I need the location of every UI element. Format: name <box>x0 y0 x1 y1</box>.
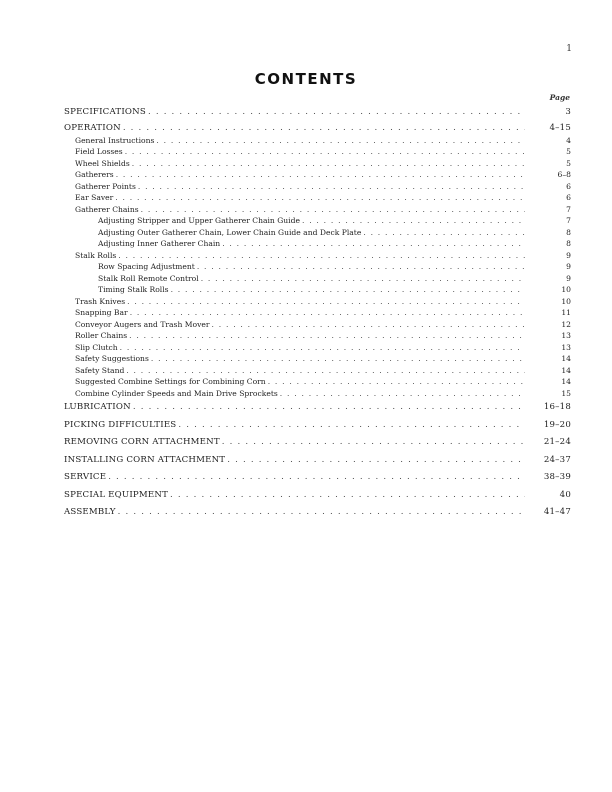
dot-leader <box>133 399 525 417</box>
toc-entry <box>64 261 571 273</box>
toc-entry-page: 11 <box>561 308 571 317</box>
dot-leader <box>141 204 525 216</box>
dot-leader <box>129 330 525 342</box>
toc-entry-page: 19–20 <box>543 419 571 430</box>
dot-leader <box>268 376 525 388</box>
toc-entry <box>64 296 571 308</box>
toc-entry-label: Field Losses <box>75 147 123 156</box>
toc-entry <box>64 452 571 470</box>
dot-leader <box>222 238 525 250</box>
toc-entry <box>64 504 571 522</box>
dot-leader <box>212 319 525 331</box>
toc-entry-page: 21–24 <box>543 437 571 447</box>
toc-entry <box>64 135 571 147</box>
dot-leader <box>127 296 525 308</box>
toc-entry <box>64 250 571 262</box>
toc-entry <box>64 158 571 170</box>
toc-entry-label: LUBRICATION <box>64 402 131 412</box>
toc-entry-page: 6 <box>566 181 571 191</box>
table-of-contents <box>64 104 571 522</box>
toc-entry <box>64 215 571 227</box>
dot-leader <box>130 307 525 319</box>
toc-entry <box>64 330 571 342</box>
toc-entry-page: 40 <box>559 489 571 500</box>
toc-entry-label: Adjusting Outer Gatherer Chain, Lower Chain Guide and Deck Plate <box>98 227 362 237</box>
toc-entry-label: Safety Stand <box>75 365 125 375</box>
toc-entry-label: Snapping Bar <box>75 308 128 317</box>
dot-leader <box>222 434 525 452</box>
toc-entry-page: 6–8 <box>557 170 571 179</box>
toc-entry-page: 9 <box>566 262 571 271</box>
toc-entry-page: 10 <box>561 285 571 294</box>
dot-leader <box>156 135 525 147</box>
page-number: 1 <box>566 44 572 54</box>
dot-leader <box>118 250 525 262</box>
toc-entry <box>64 342 571 354</box>
toc-entry <box>64 307 571 319</box>
toc-entry-label: PICKING DIFFICULTIES <box>64 419 177 430</box>
toc-entry <box>64 227 571 239</box>
dot-leader <box>126 365 525 377</box>
toc-entry-label: Combine Cylinder Speeds and Main Drive Sprockets <box>75 388 278 398</box>
toc-entry-page: 15 <box>561 388 571 398</box>
toc-entry-label: Stalk Rolls <box>75 250 117 260</box>
toc-entry-label: Gatherer Points <box>75 181 136 191</box>
toc-entry-page: 16–18 <box>543 402 571 412</box>
toc-entry-page: 8 <box>566 239 571 248</box>
toc-entry <box>64 192 571 204</box>
toc-entry-page: 12 <box>561 319 571 329</box>
toc-entry-label: Roller Chains <box>75 331 128 340</box>
toc-entry-label: Gatherer Chains <box>75 204 139 214</box>
toc-entry <box>64 365 571 377</box>
toc-entry <box>64 273 571 285</box>
toc-entry-page: 9 <box>566 250 571 260</box>
dot-leader <box>151 353 525 365</box>
toc-entry <box>64 169 571 181</box>
toc-entry-label: ASSEMBLY <box>64 507 116 517</box>
dot-leader <box>201 273 525 285</box>
toc-entry-label: Conveyor Augers and Trash Mover <box>75 319 210 329</box>
toc-entry-label: General Instructions <box>75 135 155 145</box>
toc-entry <box>64 146 571 158</box>
toc-entry-page: 38–39 <box>543 472 571 482</box>
toc-entry <box>64 104 571 122</box>
dot-leader <box>132 158 525 170</box>
toc-entry-label: INSTALLING CORN ATTACHMENT <box>64 454 226 465</box>
toc-entry-label: SERVICE <box>64 472 107 482</box>
toc-entry-label: Stalk Roll Remote Control <box>98 273 199 283</box>
toc-entry <box>64 399 571 417</box>
dot-leader <box>120 342 525 354</box>
toc-entry-page: 5 <box>566 147 571 156</box>
toc-entry <box>64 417 571 435</box>
toc-entry-label: Timing Stalk Rolls <box>98 285 169 294</box>
toc-entry <box>64 238 571 250</box>
toc-entry <box>64 469 571 487</box>
toc-entry-label: SPECIFICATIONS <box>64 107 146 117</box>
dot-leader <box>138 181 525 193</box>
toc-entry-page: 24–37 <box>543 454 571 465</box>
toc-entry <box>64 376 571 388</box>
toc-entry-label: Gatherers <box>75 170 114 179</box>
toc-entry-page: 8 <box>566 227 571 237</box>
toc-entry <box>64 204 571 216</box>
toc-entry-label: Adjusting Stripper and Upper Gatherer Chain Guide <box>98 216 300 225</box>
dot-leader <box>118 504 525 522</box>
toc-entry-page: 14 <box>561 354 571 363</box>
toc-entry-page: 4–15 <box>549 122 571 133</box>
toc-entry-page: 10 <box>561 296 571 306</box>
toc-entry-label: REMOVING CORN ATTACHMENT <box>64 437 220 447</box>
toc-entry-page: 41–47 <box>543 507 571 517</box>
dot-leader <box>116 169 525 181</box>
toc-entry-page: 14 <box>561 365 571 375</box>
dot-leader <box>171 284 525 296</box>
toc-entry-label: OPERATION <box>64 122 121 133</box>
toc-entry-page: 6 <box>566 193 571 202</box>
toc-entry-page: 4 <box>566 135 571 145</box>
dot-leader <box>148 104 525 122</box>
dot-leader <box>108 469 525 487</box>
page-title: CONTENTS <box>254 70 358 88</box>
toc-entry <box>64 434 571 452</box>
toc-entry-page: 13 <box>561 331 571 340</box>
page-column-label: Page <box>549 93 570 102</box>
dot-leader <box>363 227 525 239</box>
toc-entry-label: SPECIAL EQUIPMENT <box>64 489 169 500</box>
toc-entry <box>64 284 571 296</box>
toc-entry <box>64 487 571 505</box>
dot-leader <box>178 417 525 435</box>
toc-entry <box>64 353 571 365</box>
toc-entry-page: 7 <box>566 204 571 214</box>
toc-entry-page: 7 <box>566 216 571 225</box>
dot-leader <box>227 452 525 470</box>
dot-leader <box>170 487 525 505</box>
toc-entry-label: Safety Suggestions <box>75 354 149 363</box>
toc-entry-label: Ear Saver <box>75 193 114 202</box>
toc-entry-page: 13 <box>561 342 571 352</box>
dot-leader <box>125 146 525 158</box>
toc-entry-label: Suggested Combine Settings for Combining Corn <box>75 377 266 386</box>
toc-entry-label: Trash Knives <box>75 296 126 306</box>
dot-leader <box>197 261 525 273</box>
toc-entry-page: 14 <box>561 377 571 386</box>
toc-entry-label: Adjusting Inner Gatherer Chain <box>98 239 221 248</box>
dot-leader <box>280 388 525 400</box>
toc-entry-label: Row Spacing Adjustment <box>98 262 195 271</box>
toc-entry-page: 3 <box>565 107 571 117</box>
dot-leader <box>123 122 525 135</box>
toc-entry <box>64 388 571 400</box>
toc-entry <box>64 122 571 135</box>
toc-entry-page: 5 <box>566 158 571 168</box>
toc-entry <box>64 319 571 331</box>
toc-entry-label: Slip Clutch <box>75 342 118 352</box>
toc-entry <box>64 181 571 193</box>
dot-leader <box>115 192 525 204</box>
toc-entry-page: 9 <box>566 273 571 283</box>
dot-leader <box>302 215 525 227</box>
toc-entry-label: Wheel Shields <box>75 158 130 168</box>
